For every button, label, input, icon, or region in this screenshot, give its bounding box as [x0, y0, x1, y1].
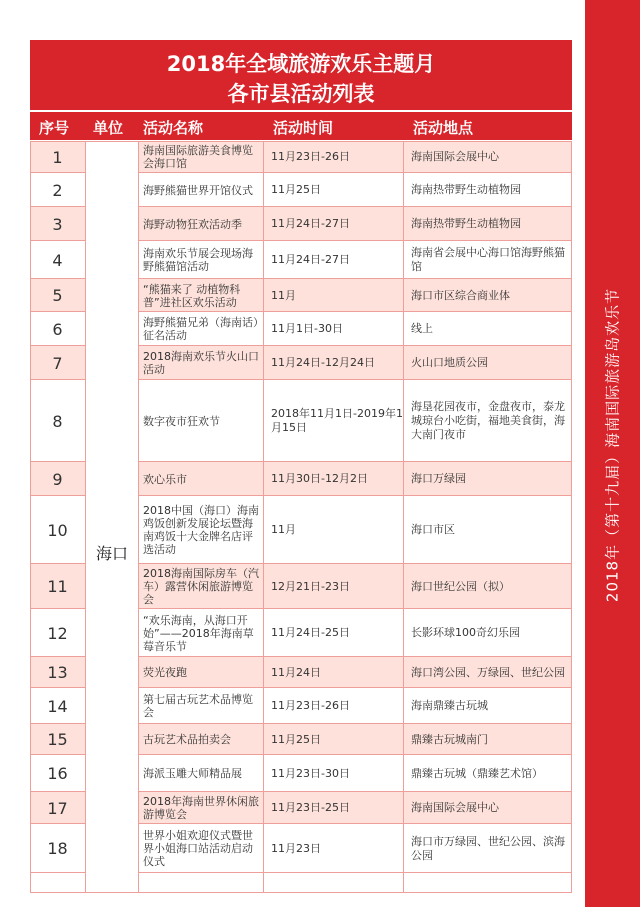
- row-activity-time: 11月: [271, 288, 296, 302]
- row-activity-place: 海垦花园夜市，金盘夜市，泰龙城琼台小吃街，福地美食街，海大南门夜市: [411, 400, 565, 441]
- row-activity-place: 鼎臻古玩城（鼎臻艺术馆）: [411, 766, 543, 780]
- title-line-1: 2018年全域旅游欢乐主题月: [166, 52, 436, 76]
- row-activity-name: 海野熊猫兄弟（海南话）征名活动: [143, 316, 259, 342]
- row-number: 4: [52, 250, 63, 270]
- row-activity-time: 11月23日-26日: [271, 699, 350, 712]
- row-activity-time: 11月24日-27日: [271, 253, 350, 266]
- header-time: 活动时间: [273, 119, 334, 137]
- row-activity-time: 11月23日-25日: [271, 801, 350, 814]
- row-activity-name: “欢乐海南，从海口开始”——2018年海南草莓音乐节: [143, 613, 254, 653]
- row-number: 16: [47, 764, 68, 783]
- row-number: 2: [52, 180, 63, 200]
- row-activity-place: 海口湾公园、万绿园、世纪公园: [411, 665, 565, 679]
- row-number: 15: [47, 730, 68, 749]
- row-activity-place: 海南国际会展中心: [411, 801, 499, 814]
- row-activity-name: 欢心乐市: [143, 472, 187, 486]
- row-activity-place: 海口市万绿园、世纪公园、滨海公园: [411, 834, 565, 862]
- row-activity-place: 鼎臻古玩城南门: [411, 732, 488, 746]
- row-number: 18: [47, 839, 68, 858]
- row-activity-name: 2018海南欢乐节火山口活动: [143, 350, 259, 376]
- row-activity-time: 11月: [271, 523, 296, 536]
- row-activity-name: 海南国际旅游美食博览会海口馆: [143, 144, 253, 170]
- row-activity-place: 线上: [411, 322, 433, 335]
- row-activity-place: 海南省会展中心海口馆海野熊猫馆: [411, 246, 565, 273]
- row-activity-name: 古玩艺术品拍卖会: [143, 733, 231, 746]
- row-activity-place: 海口市区: [411, 523, 455, 536]
- title-line-2: 各市县活动列表: [227, 82, 375, 106]
- header-no: 序号: [39, 119, 70, 137]
- row-activity-name: 荧光夜跑: [143, 666, 187, 679]
- row-activity-time: 11月1日-30日: [271, 322, 343, 335]
- row-number: 1: [52, 147, 63, 167]
- row-number: 12: [47, 623, 68, 643]
- row-activity-name: 数字夜市狂欢节: [143, 414, 220, 428]
- row-activity-place: 海南鼎臻古玩城: [411, 699, 488, 712]
- row-activity-time: 11月23日: [271, 841, 321, 855]
- row-number: 5: [52, 286, 63, 305]
- row-number: 14: [47, 696, 68, 716]
- row-number: 13: [47, 663, 68, 682]
- row-number: 3: [52, 214, 63, 234]
- header-place: 活动地点: [413, 119, 474, 137]
- row-activity-name: 2018海南国际房车（汽车）露营休闲旅游博览会: [143, 567, 259, 606]
- row-activity-time: 11月23日-30日: [271, 766, 350, 780]
- row-number: 9: [52, 469, 63, 489]
- row-activity-place: 海口市区综合商业体: [411, 288, 510, 302]
- row-activity-time: 11月24日: [271, 665, 321, 679]
- table-header: [30, 112, 572, 140]
- row-activity-name: “熊猫来了 动植物科普”进社区欢乐活动: [143, 282, 241, 309]
- table-border: [30, 141, 572, 893]
- side-banner-text: 2018年（第十九届）海南国际旅游岛欢乐节: [603, 287, 622, 603]
- row-activity-name: 第七届古玩艺术品博览会: [143, 693, 253, 719]
- row-number: 17: [47, 798, 68, 818]
- row-activity-time: 11月25日: [271, 183, 321, 196]
- row-activity-time: 11月24日-25日: [271, 626, 350, 639]
- row-activity-name: 2018年海南世界休闲旅游博览会: [143, 795, 259, 821]
- unit-label: 海口: [95, 544, 128, 563]
- row-activity-time: 11月25日: [271, 732, 321, 746]
- row-number: 11: [47, 577, 68, 596]
- row-activity-time: 11月30日-12月2日: [271, 472, 368, 485]
- row-activity-time: 11月24日-27日: [271, 217, 350, 230]
- row-activity-place: 长影环球100奇幻乐园: [411, 626, 520, 639]
- row-number: 10: [47, 520, 68, 540]
- row-activity-time: 11月23日-26日: [271, 150, 350, 163]
- row-activity-time: 2018年11月1日-2019年1月15日: [271, 407, 403, 434]
- row-activity-place: 海南热带野生动植物园: [411, 183, 521, 196]
- row-activity-name: 海野熊猫世界开馆仪式: [143, 183, 253, 197]
- header-unit: 单位: [93, 119, 124, 137]
- header-name: 活动名称: [143, 119, 204, 137]
- row-activity-place: 火山口地质公园: [411, 356, 488, 369]
- row-activity-place: 海南国际会展中心: [411, 150, 499, 163]
- row-activity-place: 海口万绿园: [411, 472, 466, 485]
- row-activity-time: 12月21日-23日: [271, 579, 350, 593]
- row-activity-place: 海口世纪公园（拟）: [411, 579, 510, 593]
- row-activity-name: 海派玉雕大师精品展: [143, 767, 242, 780]
- row-activity-time: 11月24日-12月24日: [271, 356, 375, 369]
- row-activity-name: 海南欢乐节展会现场海野熊猫馆活动: [143, 247, 253, 273]
- row-number: 6: [52, 319, 63, 339]
- row-activity-place: 海南热带野生动植物园: [411, 217, 521, 230]
- row-activity-name: 2018中国（海口）海南鸡饭创新发展论坛暨海南鸡饭十大金牌名店评选活动: [143, 504, 259, 556]
- row-number: 7: [52, 353, 63, 373]
- row-number: 8: [52, 411, 63, 431]
- title-box: [30, 40, 572, 110]
- row-activity-name: 海野动物狂欢活动季: [143, 217, 242, 231]
- row-activity-name: 世界小姐欢迎仪式暨世界小姐海口站活动启动仪式: [143, 829, 253, 868]
